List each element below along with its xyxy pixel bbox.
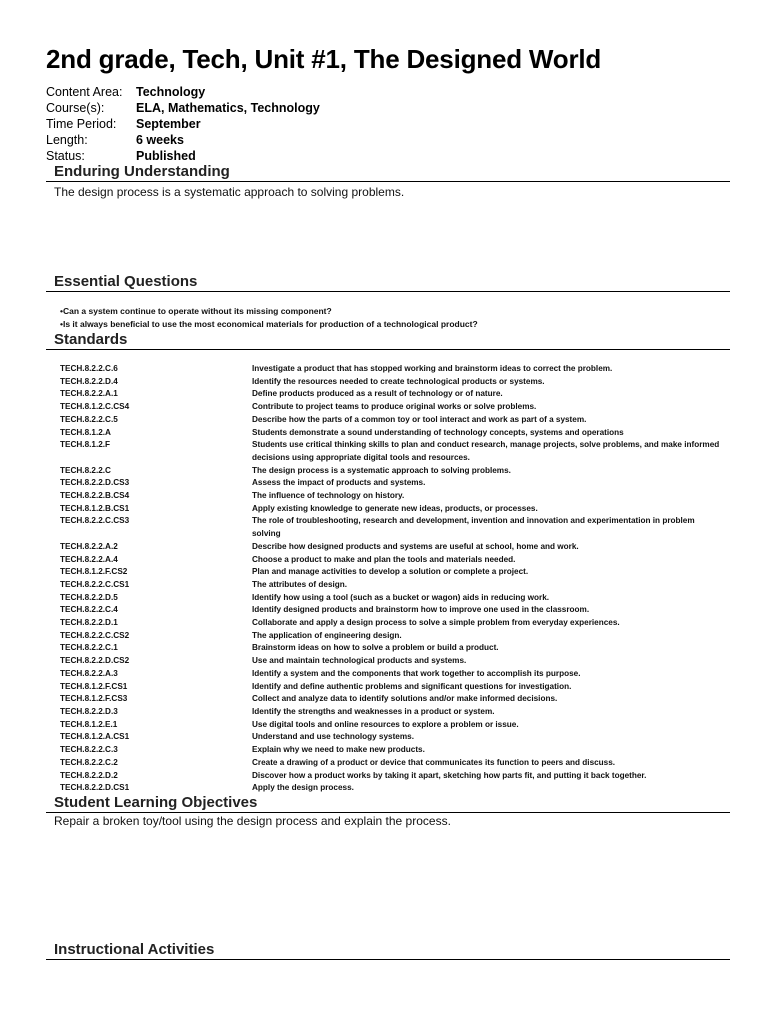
table-row (60, 541, 720, 554)
standard-description: Contribute to project teams to produce original works or solve problems. (252, 402, 537, 412)
standards-heading (46, 331, 730, 350)
standard-description: The influence of technology on history. (252, 491, 405, 501)
section-heading-text: Student Learning Objectives (54, 794, 258, 811)
table-row (60, 439, 720, 464)
standard-code: TECH.8.2.2.B.CS4 (60, 491, 130, 501)
standard-code: TECH.8.2.2.D.CS1 (60, 783, 130, 793)
standard-code: TECH.8.2.2.C.3 (60, 745, 118, 755)
meta-courses (46, 100, 320, 116)
table-row (60, 401, 720, 414)
section-heading-text: Essential Questions (54, 273, 198, 290)
table-row (60, 376, 720, 389)
standard-code: TECH.8.1.2.A.CS1 (60, 732, 130, 742)
standard-code: TECH.8.2.2.C (60, 465, 111, 475)
standard-description: Discover how a product works by taking it apart, sketching how parts fit, and putting it back together. (252, 770, 647, 780)
table-row (60, 566, 720, 579)
standard-code: TECH.8.2.2.C.CS1 (60, 579, 130, 589)
standard-description: Identify the resources needed to create technological products or systems. (252, 376, 545, 386)
table-row (60, 744, 720, 757)
standard-description: Explain why we need to make new products. (252, 745, 425, 755)
standard-description: Create a drawing of a product or device that communicates its function to peers and discuss. (252, 757, 616, 767)
standard-description: Identify designed products and brainstorm how to improve one used in the classroom. (252, 605, 590, 615)
table-row (60, 515, 720, 540)
standard-description: Collect and analyze data to identify solutions and/or make informed decisions. (252, 694, 558, 704)
table-row (60, 503, 720, 516)
objectives-text: Repair a broken toy/tool using the design process and explain the process. (54, 814, 451, 828)
table-row (60, 668, 720, 681)
enduring-understanding-text: The design process is a systematic approach to solving problems. (54, 185, 405, 199)
standard-description: Students demonstrate a sound understanding of technology concepts, systems and operations (252, 427, 624, 437)
list-item: •Can a system continue to operate without its missing component? (60, 306, 332, 316)
standard-description: Describe how designed products and systems are useful at school, home and work. (252, 541, 579, 551)
standard-description: Identify how using a tool (such as a bucket or wagon) aids in reducing work. (252, 592, 550, 602)
standard-code: TECH.8.2.2.A.1 (60, 389, 118, 399)
standard-code: TECH.8.1.2.A (60, 427, 111, 437)
standard-description: Collaborate and apply a design process to solve a simple problem from everyday experiences. (252, 618, 620, 628)
standard-code: TECH.8.2.2.C.1 (60, 643, 118, 653)
standard-code: TECH.8.2.2.D.5 (60, 592, 118, 602)
standard-code: TECH.8.2.2.C.2 (60, 757, 118, 767)
standard-description: Students use critical thinking skills to plan and conduct research, manage projects, solve problems, and make informed decisions using appropriate digital tools and resources. (252, 440, 720, 462)
standard-description: Choose a product to make and plan the tools and materials needed. (252, 554, 516, 564)
standard-description: Apply existing knowledge to generate new ideas, products, or processes. (252, 503, 538, 513)
standard-description: Use and maintain technological products and systems. (252, 656, 467, 666)
meta-label: Time Period: (46, 117, 117, 131)
standard-code: TECH.8.2.2.C.4 (60, 605, 118, 615)
table-row (60, 770, 720, 783)
table-row (60, 693, 720, 706)
standard-description: Identify a system and the components that work together to accomplish its purpose. (252, 668, 581, 678)
table-row (60, 630, 720, 643)
table-row (60, 757, 720, 770)
enduring-understanding-heading (46, 163, 730, 182)
standard-code: TECH.8.2.2.D.3 (60, 706, 118, 716)
table-row (60, 782, 720, 795)
table-row (60, 681, 720, 694)
standard-code: TECH.8.2.2.C.CS3 (60, 516, 130, 526)
standard-code: TECH.8.2.2.D.CS3 (60, 478, 130, 488)
table-row (60, 477, 720, 490)
section-heading-text: Enduring Understanding (54, 163, 230, 180)
standard-description: Brainstorm ideas on how to solve a problem or build a product. (252, 643, 499, 653)
standard-description: The attributes of design. (252, 579, 348, 589)
meta-label: Content Area: (46, 85, 123, 99)
standard-code: TECH.8.1.2.F.CS2 (60, 567, 128, 577)
table-row (60, 490, 720, 503)
page-title: 2nd grade, Tech, Unit #1, The Designed World (46, 44, 602, 74)
table-row (60, 427, 720, 440)
standard-code: TECH.8.2.2.A.4 (60, 554, 118, 564)
standard-description: Define products produced as a result of technology or of nature. (252, 389, 503, 399)
table-row (60, 655, 720, 668)
table-row (60, 731, 720, 744)
standard-code: TECH.8.2.2.D.CS2 (60, 656, 130, 666)
standards-table (60, 363, 720, 795)
standard-code: TECH.8.1.2.F.CS3 (60, 694, 128, 704)
table-row (60, 604, 720, 617)
table-row (60, 617, 720, 630)
table-row (60, 554, 720, 567)
meta-label: Status: (46, 149, 85, 163)
standard-code: TECH.8.2.2.C.6 (60, 364, 118, 373)
meta-value: Published (136, 149, 196, 163)
standard-code: TECH.8.1.2.C.CS4 (60, 402, 130, 412)
table-row (60, 465, 720, 478)
essential-questions-list (60, 305, 478, 330)
meta-value: Technology (136, 85, 206, 99)
standard-code: TECH.8.1.2.E.1 (60, 719, 118, 729)
table-row (60, 579, 720, 592)
student-learning-objectives-heading (46, 794, 730, 813)
standard-code: TECH.8.1.2.F (60, 440, 111, 450)
standard-description: The design process is a systematic approach to solving problems. (252, 465, 511, 475)
unit-metadata (46, 84, 320, 164)
standard-code: TECH.8.1.2.F.CS1 (60, 681, 128, 691)
section-heading-text: Standards (54, 331, 128, 348)
standard-code: TECH.8.2.2.C.5 (60, 414, 118, 424)
section-heading-text: Instructional Activities (54, 941, 215, 958)
meta-label: Length: (46, 133, 88, 147)
table-row (60, 414, 720, 427)
table-row (60, 363, 720, 376)
standard-code: TECH.8.2.2.D.1 (60, 618, 118, 628)
standard-description: Describe how the parts of a common toy or tool interact and work as part of a system. (252, 414, 587, 424)
standard-description: Apply the design process. (252, 783, 354, 793)
table-row (60, 388, 720, 401)
standard-description: Understand and use technology systems. (252, 732, 414, 742)
standard-description: Plan and manage activities to develop a solution or complete a project. (252, 567, 529, 577)
standard-description: Identify and define authentic problems and significant questions for investigation. (252, 681, 572, 691)
standard-code: TECH.8.1.2.B.CS1 (60, 503, 130, 513)
standard-description: Use digital tools and online resources to explore a problem or issue. (252, 719, 519, 729)
standard-code: TECH.8.2.2.A.3 (60, 668, 118, 678)
standard-code: TECH.8.2.2.A.2 (60, 541, 118, 551)
essential-questions-heading (46, 273, 730, 292)
list-item: •Is it always beneficial to use the most economical materials for production of a technological product? (60, 318, 478, 329)
instructional-activities-heading (46, 941, 730, 960)
meta-time-period (46, 116, 320, 132)
table-row (60, 706, 720, 719)
standard-code: TECH.8.2.2.D.4 (60, 376, 118, 386)
meta-label: Course(s): (46, 101, 105, 115)
standard-code: TECH.8.2.2.D.2 (60, 770, 118, 780)
meta-content-area (46, 84, 320, 100)
meta-length (46, 132, 320, 148)
standard-description: Assess the impact of products and systems. (252, 478, 426, 488)
standard-code: TECH.8.2.2.C.CS2 (60, 630, 130, 640)
standard-description: The application of engineering design. (252, 630, 402, 640)
meta-status (46, 148, 320, 164)
meta-value: September (136, 117, 201, 131)
table-row (60, 592, 720, 605)
table-row (60, 642, 720, 655)
standard-description: Investigate a product that has stopped working and brainstorm ideas to correct the problem. (252, 364, 613, 373)
table-row (60, 719, 720, 732)
standard-description: Identify the strengths and weaknesses in a product or system. (252, 706, 495, 716)
standard-description: The role of troubleshooting, research and development, invention and innovation and experimentation in problem solving (252, 516, 695, 539)
meta-value: ELA, Mathematics, Technology (136, 101, 320, 115)
meta-value: 6 weeks (136, 133, 184, 147)
